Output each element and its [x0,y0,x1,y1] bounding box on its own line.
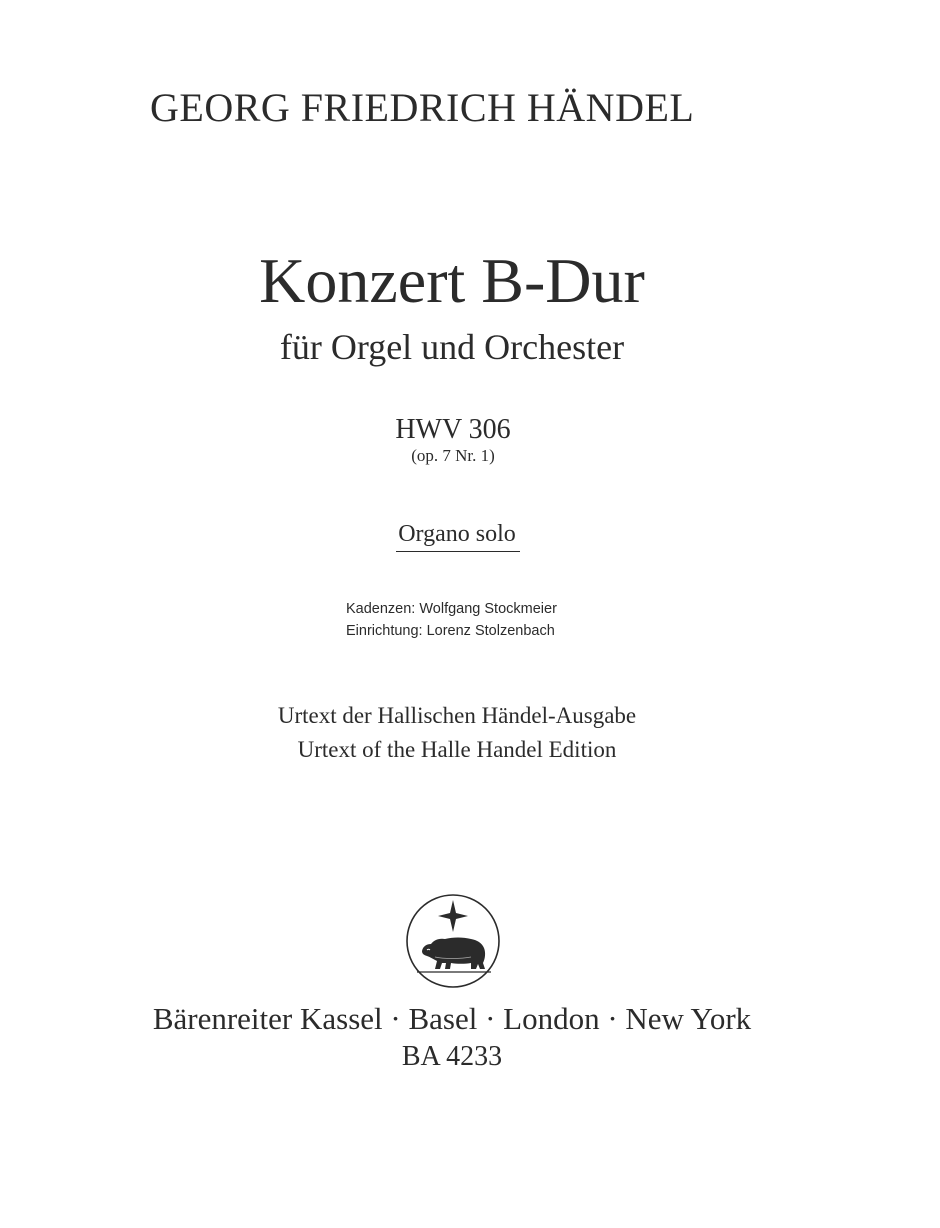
part-name: Organo solo [398,521,516,547]
part-underline [396,551,520,552]
credit-cadenzas: Kadenzen: Wolfgang Stockmeier [346,601,557,617]
catalog-designation: HWV 306 [395,414,511,445]
publisher-imprint: Bärenreiter Kassel · Basel · London · New York [152,1001,752,1036]
work-title: Konzert B-Dur [259,245,645,316]
urtext-german: Urtext der Hallischen Händel-Ausgabe [277,703,637,728]
urtext-english: Urtext of the Halle Handel Edition [297,737,617,762]
opus-number: (op. 7 Nr. 1) [411,446,495,465]
composer-name: GEORG FRIEDRICH HÄNDEL [150,85,695,130]
baerenreiter-bear-star-icon [405,893,501,989]
catalog-number: BA 4233 [401,1041,503,1072]
credit-arrangement: Einrichtung: Lorenz Stolzenbach [346,623,555,639]
work-subtitle: für Orgel und Orchester [279,327,625,367]
